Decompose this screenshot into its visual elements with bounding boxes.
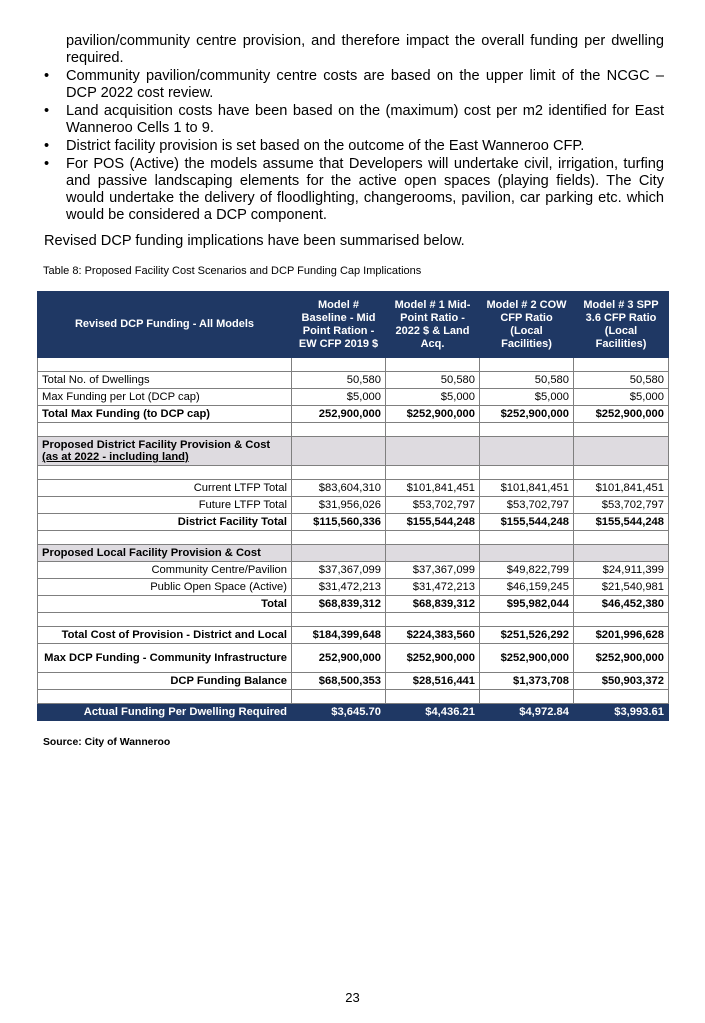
section-heading: Proposed District Facility Provision & Cost (42, 439, 271, 451)
table-caption: Table 8: Proposed Facility Cost Scenarios and DCP Funding Cap Implications (43, 265, 422, 277)
table-row: Total Max Funding (to DCP cap) 252,900,000 $252,900,000 $252,900,000 $252,900,000 (38, 406, 669, 423)
column-header: Model # Baseline - Mid Point Ration - EW CFP 2019 $ (292, 292, 386, 358)
table-row: Public Open Space (Active) $31,472,213 $31,472,213 $46,159,245 $21,540,981 (38, 579, 669, 596)
bullet-mark: • (44, 68, 50, 84)
table-row: Max Funding per Lot (DCP cap) $5,000 $5,000 $5,000 $5,000 (38, 389, 669, 406)
table-row: Total $68,839,312 $68,839,312 $95,982,044 $46,452,380 (38, 596, 669, 613)
table-total-row: Actual Funding Per Dwelling Required $3,645.70 $4,436.21 $4,972.84 $3,993.61 (38, 704, 669, 721)
section-heading: Proposed Local Facility Provision & Cost (38, 545, 292, 562)
bullet-text: District facility provision is set based on the outcome of the East Wanneroo CFP. (66, 138, 585, 154)
column-header: Model # 2 COW CFP Ratio (Local Facilities) (480, 292, 574, 358)
spacer-row (38, 358, 669, 372)
list-item (44, 156, 664, 224)
funding-table (37, 291, 669, 721)
table-header-row (38, 292, 669, 358)
table-row: Total Cost of Provision - District and Local $184,399,648 $224,383,560 $251,526,292 $201,996,628 (38, 627, 669, 644)
table-row: Future LTFP Total $31,956,026 $53,702,797 $53,702,797 $53,702,797 (38, 497, 669, 514)
column-header: Revised DCP Funding - All Models (38, 292, 292, 358)
bullet-mark: • (44, 138, 50, 154)
list-item (44, 68, 664, 102)
summary-paragraph: Revised DCP funding implications have been summarised below. (44, 233, 465, 249)
column-header: Model # 3 SPP 3.6 CFP Ratio (Local Facilities) (574, 292, 669, 358)
bullet-text: Land acquisition costs have been based on the (maximum) cost per m2 identified for East Wanneroo Cells 1 to 9. (66, 103, 664, 136)
section-subheading: (as at 2022 - including land) (42, 451, 189, 463)
table-row: Current LTFP Total $83,604,310 $101,841,451 $101,841,451 $101,841,451 (38, 480, 669, 497)
spacer-row (38, 613, 669, 627)
bullet-text: Community pavilion/community centre costs are based on the upper limit of the NCGC – DCP 2022 cost review. (66, 68, 664, 101)
table-row: Community Centre/Pavilion $37,367,099 $37,367,099 $49,822,799 $24,911,399 (38, 562, 669, 579)
bullet-mark: • (44, 156, 50, 172)
bullet-list (44, 33, 664, 225)
table-source: Source: City of Wanneroo (43, 737, 171, 748)
list-item (44, 33, 664, 67)
spacer-row (38, 690, 669, 704)
paragraph-continuation: pavilion/community centre provision, and therefore impact the overall funding per dwelling required. (66, 33, 664, 66)
page-number: 23 (345, 990, 360, 1005)
bullet-text: For POS (Active) the models assume that Developers will undertake civil, irrigation, turfing and passive landscaping elements for the active open spaces (playing fields). The City would undertake the delivery of floodlighting, changerooms, pavilion, car parking etc. which would be considered a DCP component. (66, 156, 664, 223)
bullet-mark: • (44, 103, 50, 119)
column-header: Model # 1 Mid-Point Ratio - 2022 $ & Land Acq. (386, 292, 480, 358)
table-row: District Facility Total $115,560,336 $155,544,248 $155,544,248 $155,544,248 (38, 514, 669, 531)
spacer-row (38, 423, 669, 437)
table-row: DCP Funding Balance $68,500,353 $28,516,441 $1,373,708 $50,903,372 (38, 673, 669, 690)
spacer-row (38, 531, 669, 545)
list-item (44, 138, 664, 155)
section-heading-row (38, 545, 669, 562)
spacer-row (38, 466, 669, 480)
section-heading-row (38, 437, 669, 466)
list-item (44, 103, 664, 137)
table-row: Max DCP Funding - Community Infrastructure 252,900,000 $252,900,000 $252,900,000 $252,900,000 (38, 644, 669, 673)
table-row: Total No. of Dwellings 50,580 50,580 50,580 50,580 (38, 372, 669, 389)
